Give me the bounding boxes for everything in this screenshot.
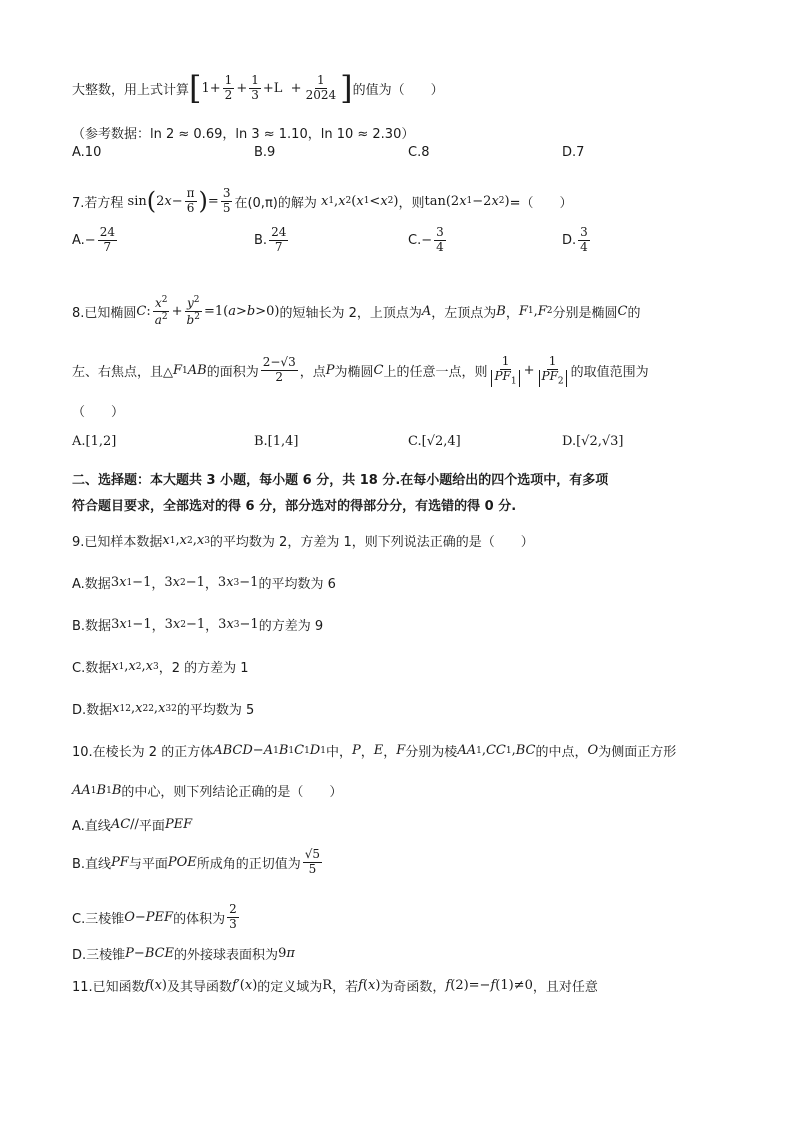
q9-stem: 9.已知样本数据 x 1 , x 2 , x 3 的平均数为 2，方差为 1，则下列说法正确的是（ ） [72, 533, 534, 550]
q6-stem: 大整数，用上式计算 [ 1+ $\frac{1}{2}$ + $\frac{1}{3}$ + L + $\frac{1}{2024}$ ] 的值为（ ） [72, 69, 444, 107]
q11-stem: 11.已知函数 f ( x ) 及其导函数 f ′( x ) 的定义域为 R ，若 f ( x ) 为奇函数， f (2)=− f (1)≠0 ，且对任意 [72, 978, 598, 995]
q9-option-a[interactable]: A.数据 3 x 1 −1 ， 3 x 2 −1 ， 3 x 3 −1 的平均数为 6 [72, 575, 336, 592]
q6-option-d[interactable]: D.7 [562, 144, 585, 160]
q10-option-a[interactable]: A.直线 AC // 平面 PEF [72, 817, 193, 834]
fraction-half: $\frac{1}{2}$ [224, 72, 233, 102]
q7-option-b[interactable]: B. $\frac{24}{7}$ [254, 224, 287, 254]
q10-option-c[interactable]: C.三棱锥 O − PEF 的体积为 $\frac{2}{3}$ [72, 902, 237, 931]
q6-option-a[interactable]: A.10 [72, 144, 102, 160]
q7-stem: 7.若方程 sin ( 2 x − $\frac{\pi}{6}$ ) = $\frac{3}{5}$ 在(0,π)的解为 x 1 , x 2 ( x 1 < x 2 ) ，则 tan(2 x 1 −2 x 2 ) =（ ） [72, 186, 573, 216]
q8-stem-line2: 左、右焦点，且△ F 1 AB 的面积为 $\frac{2-√3}{2}$ ，点 P 为椭圆 C 上的任意一点，则 $\frac{1}{PF_1}$ + $\frac{1}{PF_2}$ 的取值范围为 [72, 354, 649, 387]
q8-option-b[interactable]: B.[1,4] [254, 433, 299, 449]
q8-option-a[interactable]: A.[1,2] [72, 433, 117, 449]
q9-option-c[interactable]: C.数据 x 1 , x 2 , x 3 ，2 的方差为 1 [72, 659, 249, 676]
left-bracket: [ [189, 69, 202, 107]
q9-option-b[interactable]: B.数据 3 x 1 −1 ， 3 x 2 −1 ， 3 x 3 −1 的方差为 9 [72, 617, 324, 634]
q6-option-b[interactable]: B.9 [254, 144, 276, 160]
q6-reference: （参考数据：ln 2 ≈ 0.69，ln 3 ≈ 1.10，ln 10 ≈ 2.30） [72, 127, 415, 142]
q7-option-d[interactable]: D. $\frac{3}{4}$ [562, 224, 588, 254]
right-bracket: ] [340, 69, 353, 107]
q9-option-d[interactable]: D.数据 x 1 2 , x 2 2 , x 3 2 的平均数为 5 [72, 701, 255, 718]
q10-option-d[interactable]: D.三棱锥 P − BCE 的外接球表面积为 9 π [72, 946, 295, 963]
q8-paren: （ ） [72, 405, 125, 420]
q7-option-c[interactable]: C. − $\frac{3}{4}$ [408, 224, 444, 254]
q8-option-c[interactable]: C.[√2,4] [408, 433, 461, 449]
q10-option-b[interactable]: B.直线 PF 与平面 POE 所成角的正切值为 $\frac{√5}{5}$ [72, 847, 321, 876]
fraction-2024: $\frac{1}{2024}$ [305, 72, 337, 102]
fraction-third: $\frac{1}{3}$ [251, 72, 259, 102]
q6-option-c[interactable]: C.8 [408, 144, 430, 160]
section2-line2: 符合题目要求，全部选对的得 6 分，部分选对的得部分分，有选错的得 0 分. [72, 499, 517, 514]
section2-line1: 二、选择题：本大题共 3 小题，每小题 6 分，共 18 分.在每小题给出的四个选项中，有多项 [72, 473, 609, 488]
q8-option-d[interactable]: D.[√2,√3] [562, 433, 624, 449]
q10-stem-line2: AA 1 B 1 B 的中心，则下列结论正确的是（ ） [72, 783, 343, 800]
q10-stem-line1: 10.在棱长为 2 的正方体 ABCD − A 1 B 1 C 1 D 1 中， P ， E ， F 分别为棱 AA 1 , CC 1 , BC 的中点， O 为侧面正方形 [72, 743, 677, 760]
q8-stem-line1: 8.已知椭圆 C : $\frac{x^2}{a^2}$ + $\frac{y^2}{b^2}$ =1( a > b >0) 的短轴长为 2，上顶点为 A ，左顶点为 B ， F 1 , F 2 分别是椭圆 C 的 [72, 295, 641, 327]
q7-option-a[interactable]: A. − $\frac{24}{7}$ [72, 224, 115, 254]
